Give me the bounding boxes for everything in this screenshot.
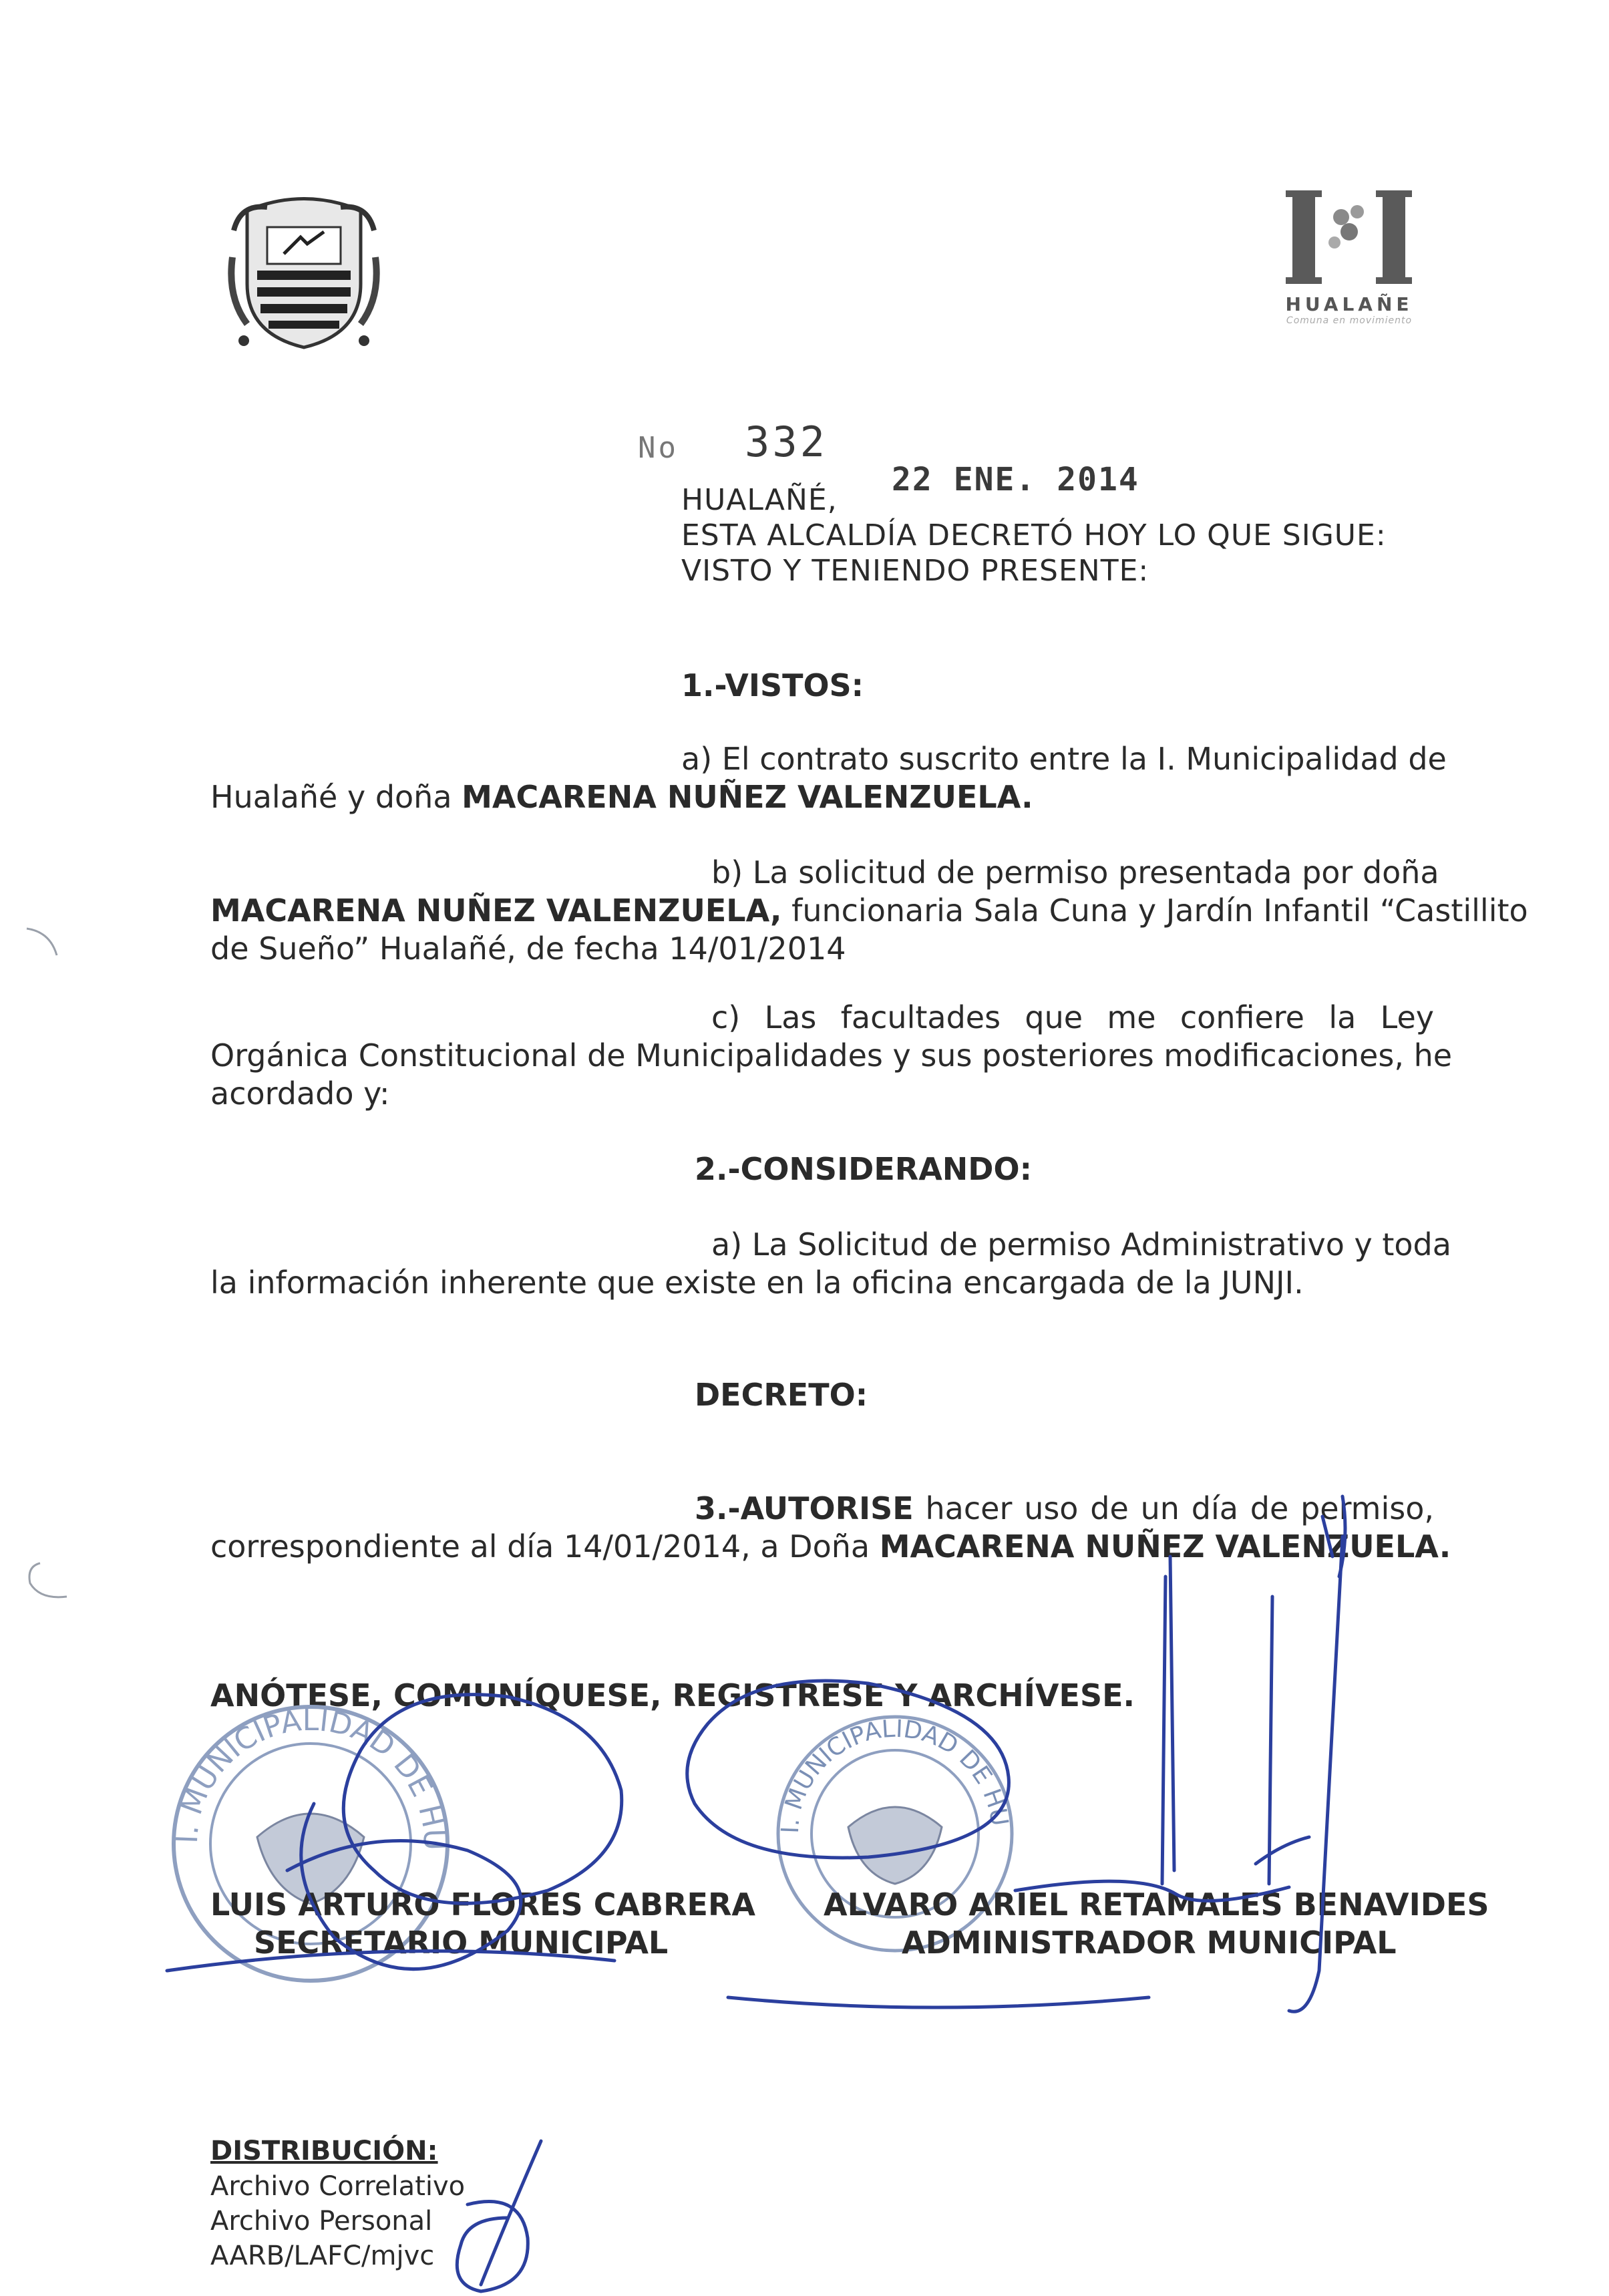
closing-formula: ANÓTESE, COMUNÍQUESE, REGISTRESE Y ARCHÍVESE. <box>210 1677 1135 1713</box>
header-decreto-line: ESTA ALCALDÍA DECRETÓ HOY LO QUE SIGUE: <box>681 518 1387 552</box>
decreto-line2-text: correspondiente al día 14/01/2014, a Doña <box>210 1528 880 1565</box>
decreto-person-name: MACARENA NUÑEZ VALENZUELA. <box>879 1528 1451 1565</box>
hualane-logo-name: HUALAÑE <box>1285 293 1413 315</box>
vistos-b-line1: b) La solicitud de permiso presentada por doña <box>711 854 1439 890</box>
header-city: HUALAÑÉ, <box>681 483 838 517</box>
considerando-heading: 2.-CONSIDERANDO: <box>695 1151 1032 1187</box>
distribucion-item: Archivo Personal <box>210 2206 433 2237</box>
decree-number-prefix: No <box>638 431 679 465</box>
considerando-a-line2: la información inherente que existe en la oficina encargada de la JUNJI. <box>210 1265 1304 1301</box>
distribucion-item: Archivo Correlativo <box>210 2171 466 2202</box>
date-stamp: 22 ENE. 2014 <box>892 461 1139 498</box>
decree-number: 332 <box>745 418 828 466</box>
hualane-logo-tagline: Comuna en movimiento <box>1286 315 1413 326</box>
svg-text:I. MUNICIPALIDAD DE HUALAÑE ·: I. MUNICIPALIDAD DE HU <box>776 1715 1013 1834</box>
vistos-c-line2: Orgánica Constitucional de Municipalidades y sus posteriores modificaciones, he <box>210 1037 1453 1074</box>
decreto-autorise: 3.-AUTORISE <box>695 1490 914 1526</box>
vistos-b-line2-text: funcionaria Sala Cuna y Jardín Infantil “Castillito <box>781 892 1528 929</box>
distribucion-heading: DISTRIBUCIÓN: <box>210 2136 438 2166</box>
vistos-a-line2-text: Hualañé y doña <box>210 779 462 815</box>
decreto-line1-text: hacer uso de un día de permiso, <box>913 1490 1434 1526</box>
left-signer-name: LUIS ARTURO FLORES CABRERA <box>210 1887 755 1923</box>
vistos-a-line1: a) El contrato suscrito entre la I. Municipalidad de <box>681 741 1447 777</box>
vistos-b-line3: de Sueño” Hualañé, de fecha 14/01/2014 <box>210 931 846 967</box>
header-visto-line: VISTO Y TENIENDO PRESENTE: <box>681 554 1149 588</box>
right-signer-name: ALVARO ARIEL RETAMALES BENAVIDES <box>824 1887 1489 1923</box>
considerando-a-line1: a) La Solicitud de permiso Administrativo y toda <box>711 1226 1451 1263</box>
vistos-heading: 1.-VISTOS: <box>681 667 864 703</box>
vistos-b-person-name: MACARENA NUÑEZ VALENZUELA, <box>210 892 782 929</box>
vistos-c-line3: acordado y: <box>210 1076 390 1112</box>
distribucion-item: AARB/LAFC/mjvc <box>210 2241 435 2271</box>
decreto-heading: DECRETO: <box>695 1377 868 1413</box>
vistos-c-line1: c) Las facultades que me confiere la Ley <box>711 999 1434 1035</box>
right-signer-title: ADMINISTRADOR MUNICIPAL <box>902 1925 1397 1961</box>
vistos-a-person-name: MACARENA NUÑEZ VALENZUELA. <box>462 779 1033 815</box>
left-signer-title: SECRETARIO MUNICIPAL <box>254 1925 669 1961</box>
svg-text:I. MUNICIPALIDAD DE HUALAÑE ·: I. MUNICIPALIDAD DE HU <box>170 1703 452 1851</box>
